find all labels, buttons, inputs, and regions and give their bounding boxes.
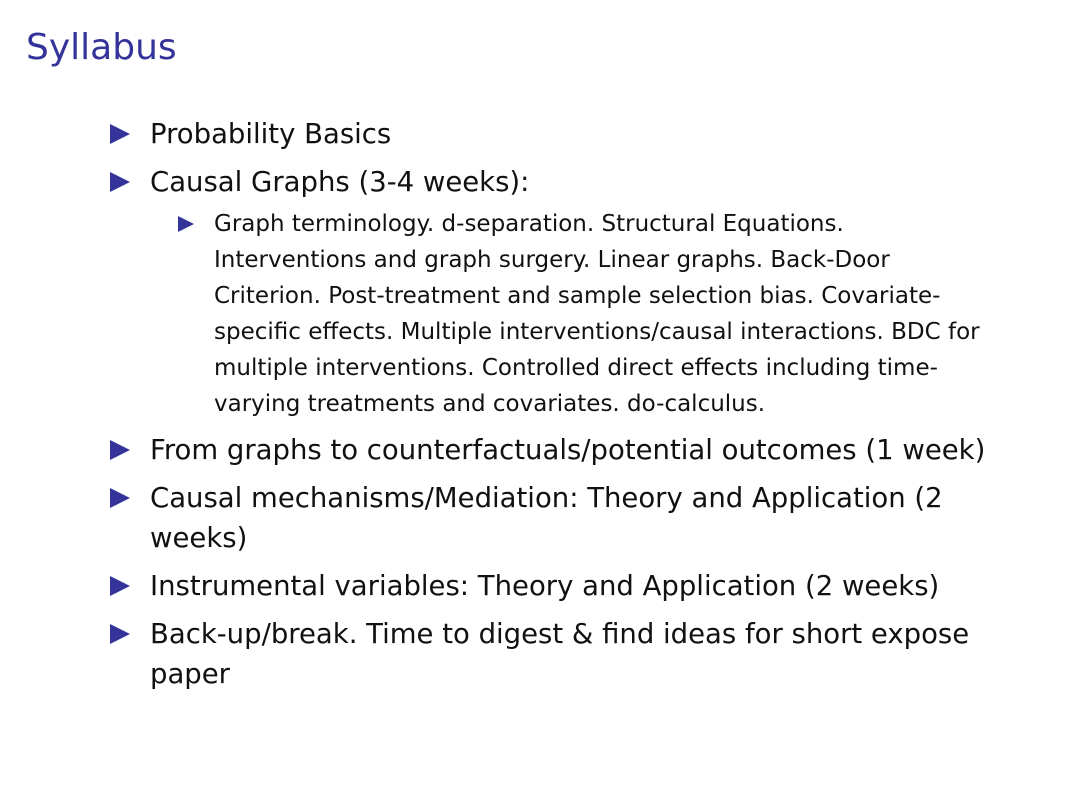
triangle-bullet-icon bbox=[110, 440, 130, 460]
list-item bbox=[110, 478, 1000, 558]
sub-list-item bbox=[110, 206, 1000, 422]
list-item-text: From graphs to counterfactuals/potential outcomes (1 week) bbox=[150, 434, 986, 466]
list-item-text: Causal Graphs (3-4 weeks): bbox=[150, 166, 530, 198]
list-item-text: Instrumental variables: Theory and Application (2 weeks) bbox=[150, 570, 940, 602]
sub-bullet-list bbox=[150, 206, 1000, 422]
triangle-bullet-icon bbox=[110, 124, 130, 144]
triangle-bullet-icon bbox=[110, 624, 130, 644]
triangle-bullet-icon bbox=[110, 172, 130, 192]
list-item bbox=[110, 566, 1000, 606]
sub-list-item-text: Graph terminology. d-separation. Structural Equations. Interventions and graph surgery. Linear graphs. Back-Door Criterion. Post-treatment and sample selection bias. Covariate-specific effects. Multiple interventions/causal interactions. BDC for multiple interventions. Controlled direct effects including time-varying treatments and covariates. do-calculus. bbox=[214, 211, 980, 417]
slide-title: Syllabus bbox=[26, 27, 177, 68]
list-item bbox=[110, 114, 1000, 154]
list-item bbox=[110, 162, 1000, 422]
list-item bbox=[110, 430, 1000, 470]
bullet-list bbox=[110, 114, 1000, 694]
list-item bbox=[110, 614, 1000, 694]
triangle-bullet-icon bbox=[110, 488, 130, 508]
triangle-bullet-icon bbox=[110, 576, 130, 596]
list-item-text: Back-up/break. Time to digest & find ideas for short expose paper bbox=[150, 618, 970, 690]
list-item-text: Probability Basics bbox=[150, 118, 392, 150]
slide-content bbox=[110, 114, 1000, 702]
triangle-bullet-icon bbox=[178, 216, 194, 232]
list-item-text: Causal mechanisms/Mediation: Theory and Application (2 weeks) bbox=[150, 482, 943, 554]
